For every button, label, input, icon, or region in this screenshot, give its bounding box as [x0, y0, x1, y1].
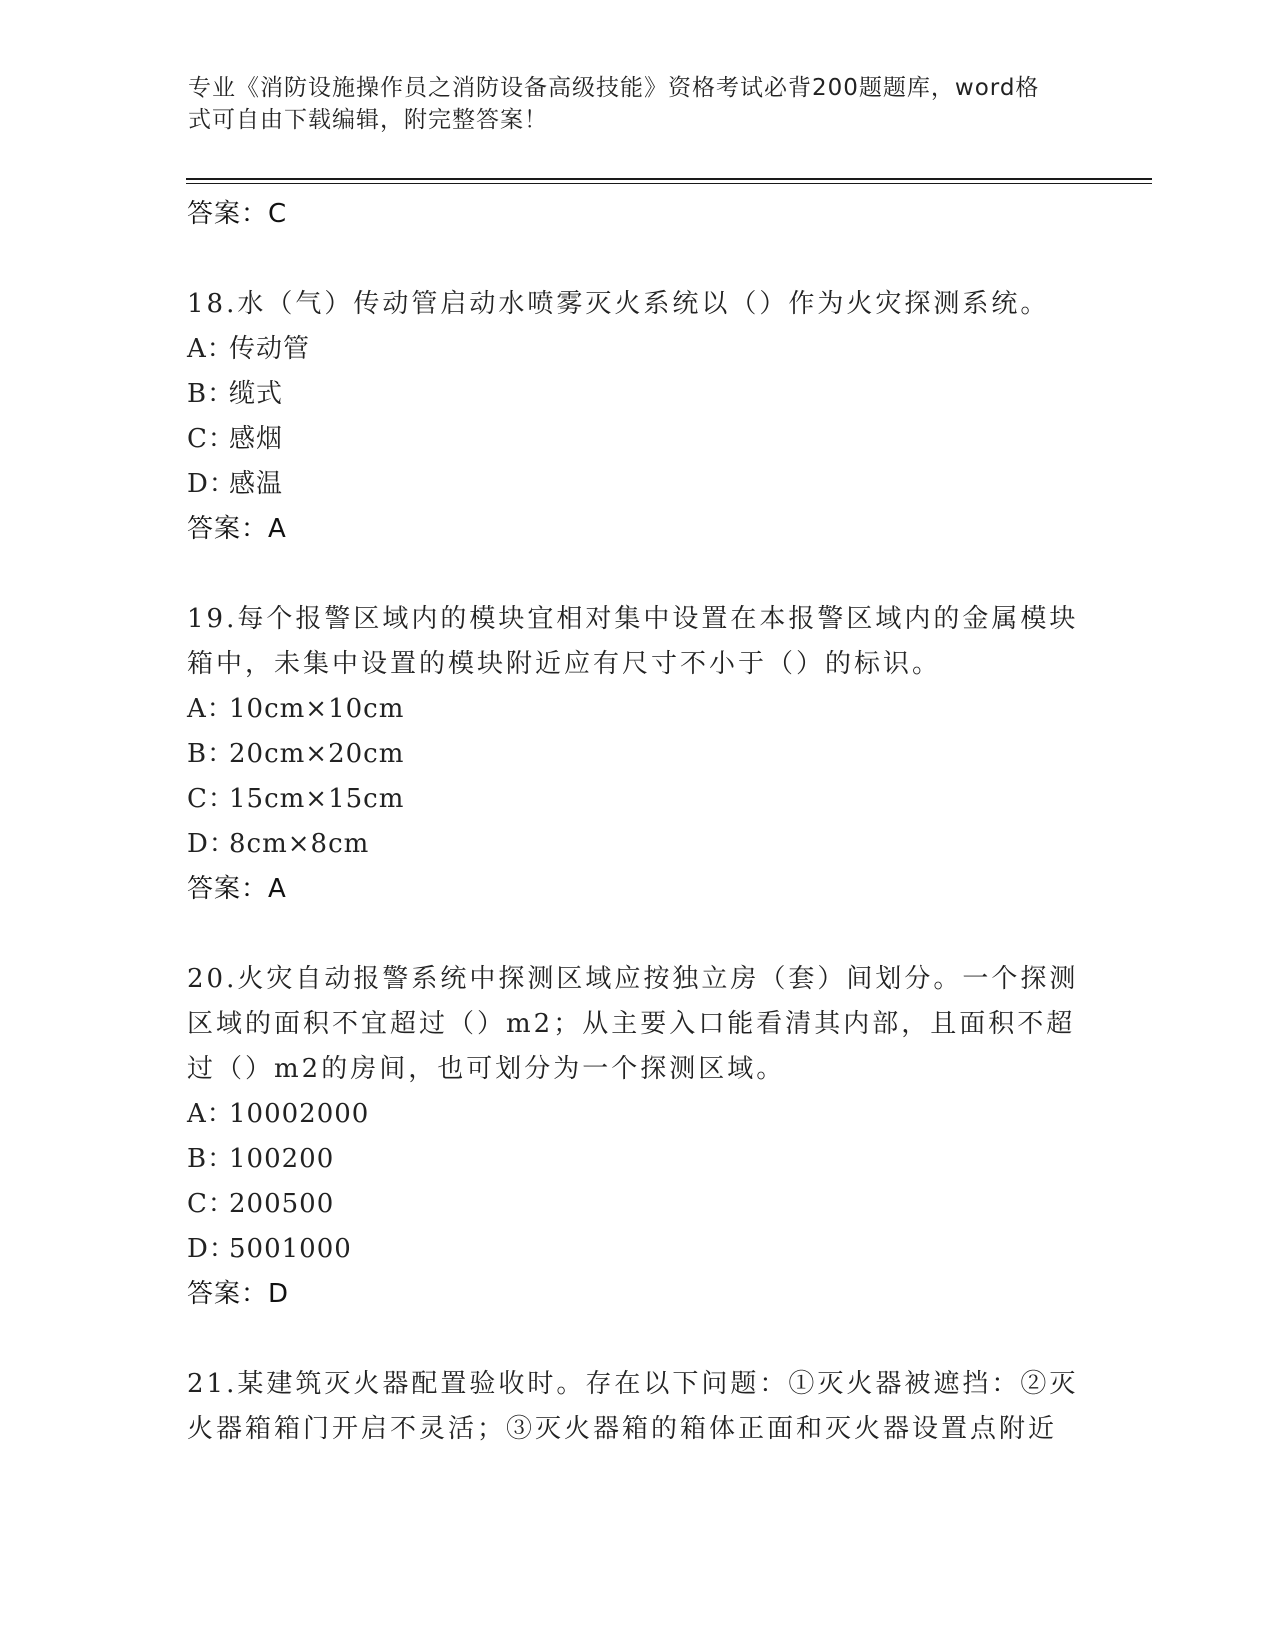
- option-c: [187, 417, 1087, 462]
- option-d: [187, 1227, 1087, 1272]
- option-text: 20cm×20cm: [229, 739, 405, 769]
- question-text-line: 火器箱箱门开启不灵活；③灭火器箱的箱体正面和灭火器设置点附近: [187, 1414, 1058, 1444]
- option-d: [187, 462, 1087, 507]
- question-text-line: 19.每个报警区域内的模块宜相对集中设置在本报警区域内的金属模块: [187, 604, 1079, 634]
- question-text-line: 18.水（气）传动管启动水喷雾灭火系统以（）作为火灾探测系统。: [187, 289, 1050, 319]
- option-text: 10cm×10cm: [229, 694, 405, 724]
- option-label: B：: [187, 1144, 235, 1174]
- option-text: 传动管: [229, 334, 311, 364]
- option-text: 8cm×8cm: [229, 829, 370, 859]
- option-c: [187, 1182, 1087, 1227]
- header-line-2: 式可自由下载编辑，附完整答案！: [188, 107, 548, 133]
- header-divider-thick: [186, 178, 1152, 180]
- option-label: C：: [187, 424, 235, 454]
- option-a: [187, 1092, 1087, 1137]
- option-text: 15cm×15cm: [229, 784, 405, 814]
- document-header: [188, 72, 1088, 136]
- option-text: 10002000: [229, 1099, 370, 1129]
- option-b: [187, 732, 1087, 777]
- option-label: C：: [187, 784, 235, 814]
- question-text-line: 20.火灾自动报警系统中探测区域应按独立房（套）间划分。一个探测: [187, 964, 1079, 994]
- option-text: 5001000: [229, 1234, 352, 1264]
- header-line-1: 专业《消防设施操作员之消防设备高级技能》资格考试必背200题题库，word格: [188, 75, 1040, 101]
- option-b: [187, 1137, 1087, 1182]
- option-label: B：: [187, 379, 235, 409]
- option-text: 感烟: [229, 424, 284, 454]
- question-text-line: 过（）m2的房间，也可划分为一个探测区域。: [187, 1054, 786, 1084]
- option-text: 缆式: [229, 379, 284, 409]
- option-label: A：: [187, 334, 234, 364]
- option-text: 200500: [229, 1189, 335, 1219]
- header-divider-thin: [186, 183, 1152, 184]
- option-label: A：: [187, 694, 234, 724]
- option-text: 感温: [229, 469, 284, 499]
- option-label: D：: [187, 469, 236, 499]
- question-list: [187, 188, 1087, 1452]
- option-b: [187, 372, 1087, 417]
- question-18: [187, 282, 1087, 551]
- option-d: [187, 822, 1087, 867]
- option-label: A：: [187, 1099, 234, 1129]
- previous-answer: 答案：C: [187, 199, 288, 229]
- question-text-line: 箱中，未集中设置的模块附近应有尺寸不小于（）的标识。: [187, 649, 942, 679]
- option-label: C：: [187, 1189, 235, 1219]
- option-label: B：: [187, 739, 235, 769]
- option-text: 100200: [229, 1144, 335, 1174]
- answer-line: 答案：A: [187, 874, 287, 904]
- question-20: [187, 957, 1087, 1316]
- question-text-line: 区域的面积不宜超过（）m2；从主要入口能看清其内部，且面积不超: [187, 1009, 1076, 1039]
- answer-line: 答案：A: [187, 514, 287, 544]
- question-21: [187, 1362, 1087, 1452]
- question-text-line: 21.某建筑灭火器配置验收时。存在以下问题：①灭火器被遮挡：②灭: [187, 1369, 1079, 1399]
- option-label: D：: [187, 829, 236, 859]
- option-a: [187, 687, 1087, 732]
- option-label: D：: [187, 1234, 236, 1264]
- option-a: [187, 327, 1087, 372]
- option-c: [187, 777, 1087, 822]
- answer-line: 答案：D: [187, 1279, 290, 1309]
- question-19: [187, 597, 1087, 911]
